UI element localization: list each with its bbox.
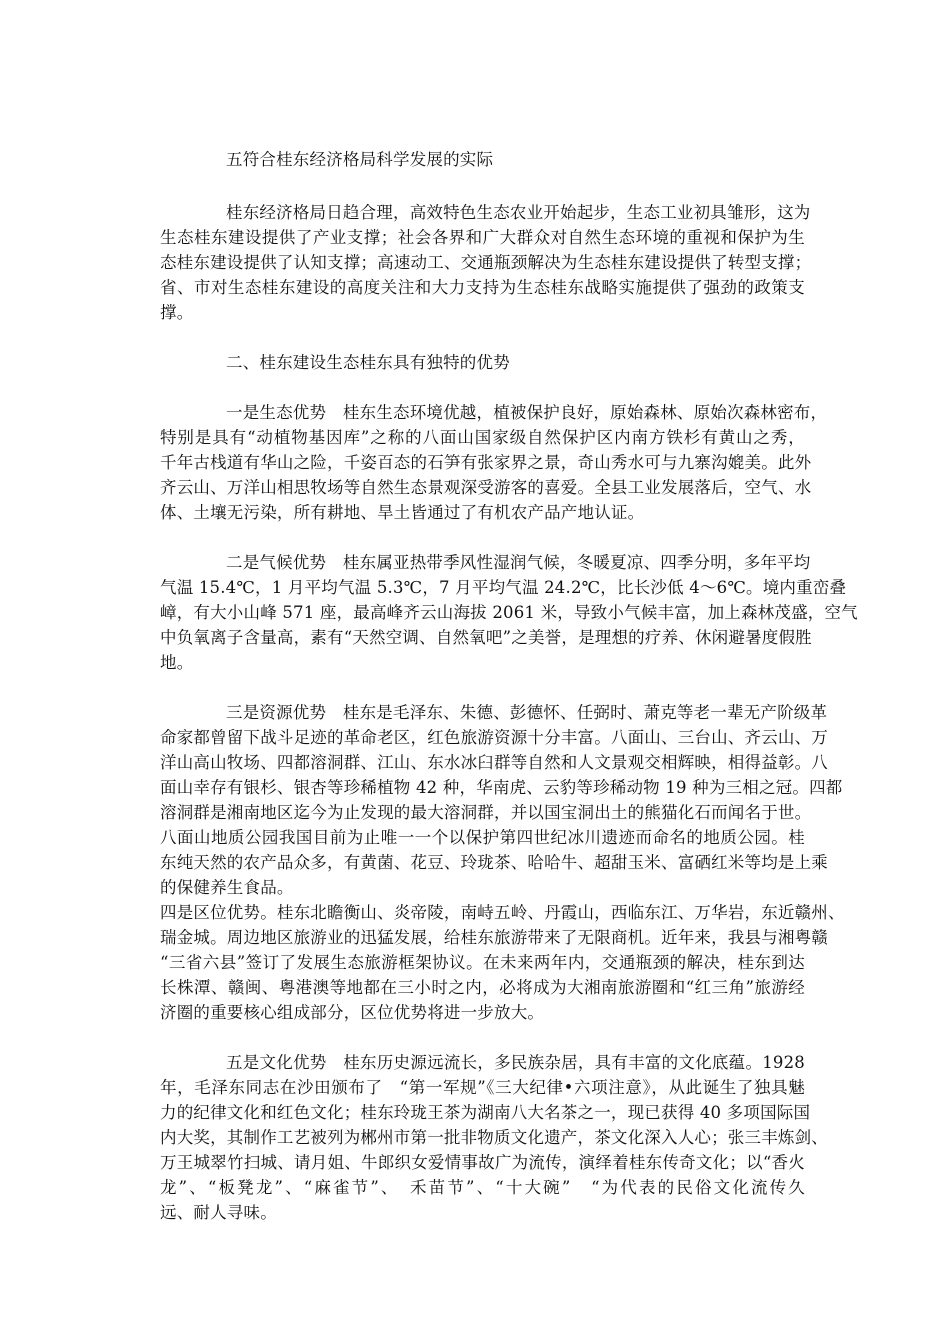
paragraph-line: 万王城翠竹扫城、请月姐、牛郎织女爱情事故广为流传，演绎着桂东传奇文化；以“香火 [160,1153,805,1172]
paragraph-line: 中负氧离子含量高，素有“天然空调、自然氧吧”之美誉，是理想的疗养、休闲避暑度假胜 [160,628,812,647]
paragraph-line: 济圈的重要核心组成部分，区位优势将进一步放大。 [160,1003,545,1022]
section-heading-five: 五符合桂东经济格局科学发展的实际 [226,150,494,169]
paragraph-line: “三省六县”签订了发展生态旅游框架协议。在未来两年内，交通瓶颈的解决，桂东到达 [160,953,805,972]
paragraph-line: 长株潭、赣闽、粤港澳等地都在三小时之内，必将成为大湘南旅游圈和“红三角”旅游经 [160,978,805,997]
paragraph-line: 齐云山、万洋山相思牧场等自然生态景观深受游客的喜爱。全县工业发展落后，空气、水 [160,478,812,497]
paragraph-line: 五是文化优势 桂东历史源远流长，多民族杂居，具有丰富的文化底蕴。1928 [226,1053,805,1072]
paragraph-line: 二是气候优势 桂东属亚热带季风性湿润气候，冬暖夏凉、四季分明，多年平均 [226,553,811,572]
paragraph-line: 八面山地质公园我国目前为止唯一一个以保护第四世纪冰川遗迹而命名的地质公园。桂 [160,828,805,847]
paragraph-line: 四是区位优势。桂东北瞻衡山、炎帝陵，南峙五岭、丹霞山，西临东江、万华岩，东近赣州、 [160,903,845,922]
paragraph-line: 瑞金城。周边地区旅游业的迅猛发展，给桂东旅游带来了无限商机。近年来，我县与湘粤赣 [160,928,828,947]
paragraph-line: 嶂，有大小山峰 571 座，最高峰齐云山海拔 2061 米，导致小气候丰富，加上森林茂盛，空气 [160,603,858,622]
paragraph-line: 省、市对生态桂东建设的高度关注和大力支持为生态桂东战略实施提供了强劲的政策支 [160,278,805,297]
paragraph-line: 一是生态优势 桂东生态环境优越，植被保护良好，原始森林、原始次森林密布， [226,403,828,422]
paragraph-line: 面山幸存有银杉、银杏等珍稀植物 42 种，华南虎、云豹等珍稀动物 19 种为三相之冠。四都 [160,778,843,797]
paragraph-line: 洋山高山牧场、四都溶洞群、江山、东水冰臼群等自然和人文景观交相辉映，相得益彰。八 [160,753,828,772]
section-heading-two: 二、桂东建设生态桂东具有独特的优势 [226,353,510,372]
paragraph-line: 生态桂东建设提供了产业支撑；社会各界和广大群众对自然生态环境的重视和保护为生 [160,228,805,247]
paragraph-line: 千年古栈道有华山之险，千姿百态的石笋有张家界之景，奇山秀水可与九寨沟媲美。此外 [160,453,812,472]
paragraph-line: 的保健养生食品。 [160,878,294,897]
paragraph-line: 特别是具有“动植物基因库”之称的八面山国家级自然保护区内南方铁杉有黄山之秀， [160,428,805,447]
paragraph-line: 地。 [160,653,194,672]
paragraph-line: 命家都曾留下战斗足迹的革命老区，红色旅游资源十分丰富。八面山、三台山、齐云山、万 [160,728,828,747]
paragraph-line: 远、耐人寻味。 [160,1203,277,1222]
paragraph-line: 力的纪律文化和红色文化；桂东玲珑王茶为湖南八大名茶之一，现已获得 40 多项国际国 [160,1103,811,1122]
paragraph-line: 年，毛泽东同志在沙田颁布了 “第一军规”《三大纪律•六项注意》，从此诞生了独具魅 [160,1078,805,1097]
paragraph-line: 三是资源优势 桂东是毛泽东、朱德、彭德怀、任弼时、萧克等老一辈无产阶级革 [226,703,828,722]
paragraph-line: 态桂东建设提供了认知支撑；高速动工、交通瓶颈解决为生态桂东建设提供了转型支撑； [160,253,812,272]
paragraph-line: 体、土壤无污染，所有耕地、旱土皆通过了有机农产品产地认证。 [160,503,645,522]
paragraph-line: 桂东经济格局日趋合理，高效特色生态农业开始起步，生态工业初具雏形，这为 [226,203,811,222]
paragraph-line: 气温 15.4℃，1 月平均气温 5.3℃，7 月平均气温 24.2℃，比长沙低 4～6℃。境内重峦叠 [160,578,847,597]
paragraph-line: 内大奖，其制作工艺被列为郴州市第一批非物质文化遗产，茶文化深入人心；张三丰炼剑、 [160,1128,828,1147]
paragraph-line: 撑。 [160,303,194,322]
paragraph-line: 龙”、“板凳龙”、“麻雀节”、 禾苗节”、“十大碗” “为代表的民俗文化流传久 [160,1178,805,1197]
paragraph-line: 溶洞群是湘南地区迄今为止发现的最大溶洞群，并以国宝洞出土的熊猫化石而闻名于世。 [160,803,812,822]
paragraph-line: 东纯天然的农产品众多，有黄菌、花豆、玲珑茶、哈哈牛、超甜玉米、富硒红米等均是上乘 [160,853,828,872]
